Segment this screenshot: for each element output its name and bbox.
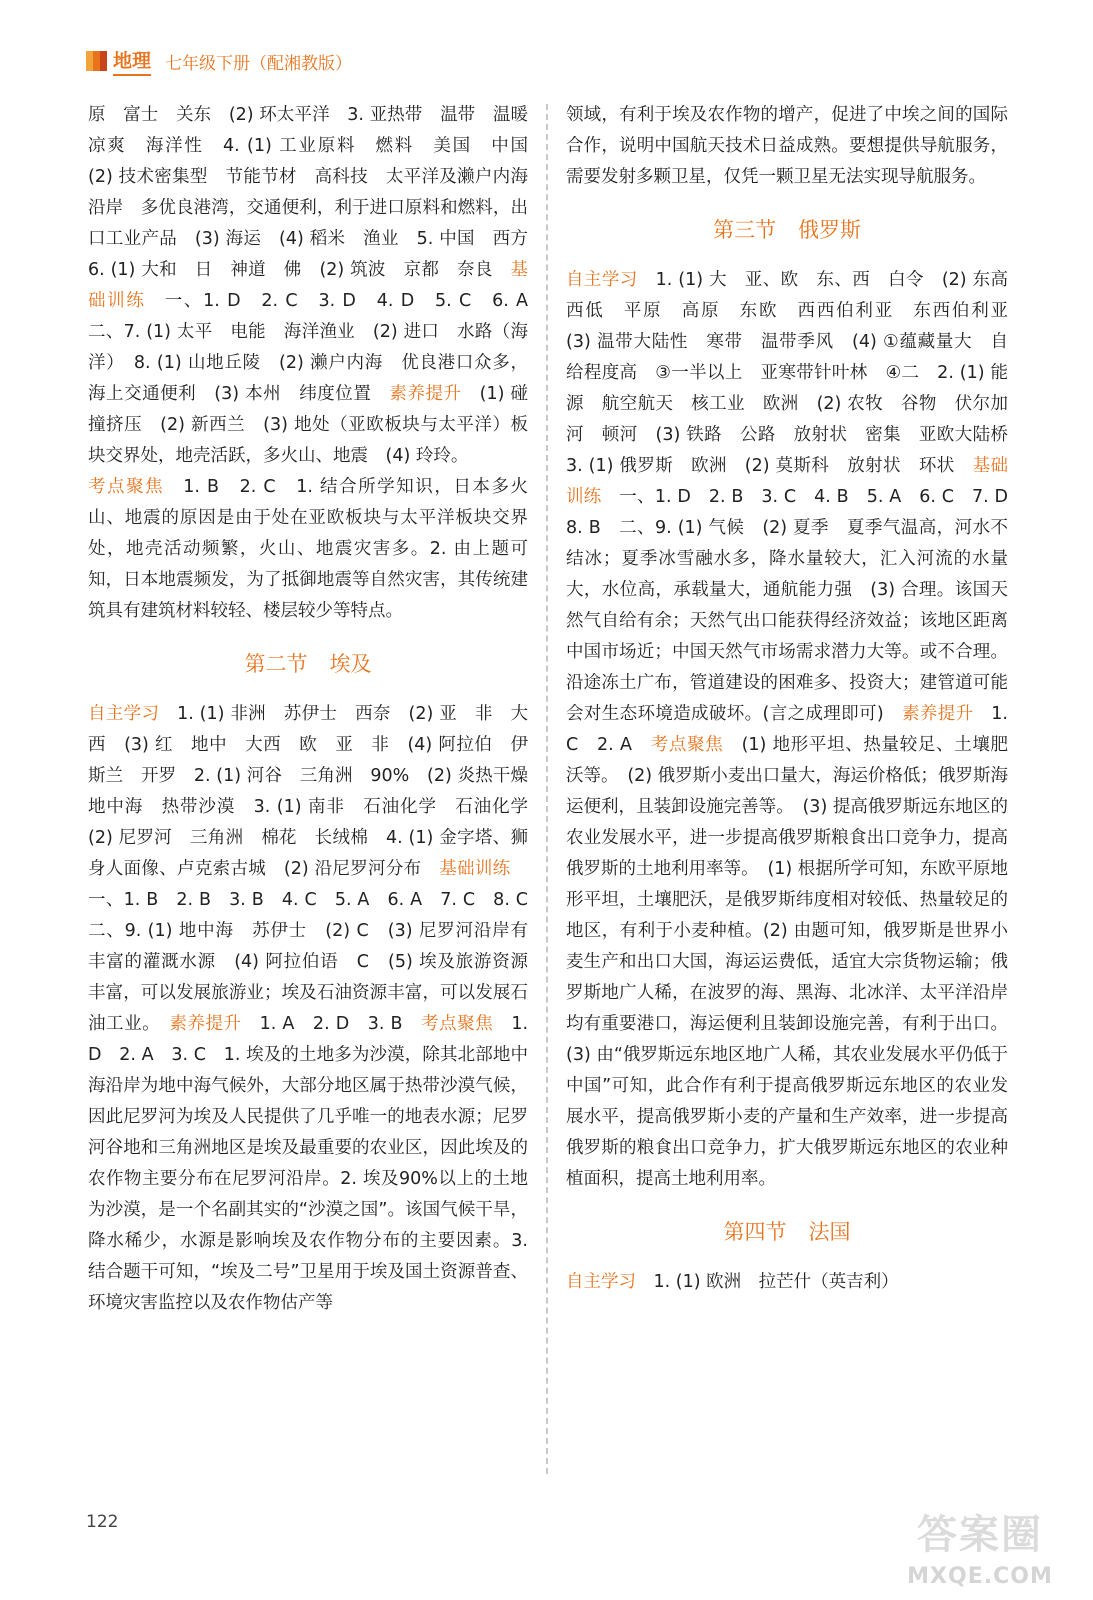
section-title: 第三节 俄罗斯 xyxy=(713,218,861,242)
answer-paragraph: 自主学习 1. (1) 欧洲 拉芒什（英吉利） xyxy=(566,1272,899,1292)
section-tag: 自主学习 xyxy=(566,1272,636,1292)
header-grade: 七年级下册（配湘教版） xyxy=(165,53,353,74)
section-title: 第四节 法国 xyxy=(723,1220,851,1244)
section-tag: 考点聚焦 xyxy=(421,1014,494,1034)
header-subject: 地理 xyxy=(113,46,151,76)
section-tag: 素养提升 xyxy=(389,384,462,404)
section-tag: 基础训练 xyxy=(88,260,528,311)
answer-paragraph: 领域，有利于埃及农作物的增产，促进了中埃之间的国际合作，说明中国航天技术日益成熟。要想提供导航服务，需要发射多颗卫星，仅凭一颗卫星无法实现导航服务。 xyxy=(566,105,1008,187)
section-tag: 素养提升 xyxy=(901,704,974,724)
section-title: 第二节 埃及 xyxy=(244,652,372,676)
page-number: 122 xyxy=(86,1512,119,1532)
section-tag: 自主学习 xyxy=(88,704,160,724)
answer-paragraph: 考点聚焦 1. B 2. C 1. 结合所学知识，日本多火山、地震的原因是由于处在亚欧板块与太平洋板块交界处，地壳活动频繁，火山、地震灾害多。2. 由上题可知，日本地震频发，为了抵御地震等自然灾害，其传统建筑具有建筑材料较轻、楼层较少等特点。 xyxy=(88,477,528,621)
section-tag: 考点聚焦 xyxy=(650,735,724,755)
section-tag: 基础训练 xyxy=(566,456,1009,507)
right-column xyxy=(566,100,1026,1298)
answer-paragraph: 自主学习 1. (1) 大 亚、欧 东、西 白令 (2) 东高西低 平原 高原 东欧 西西伯利亚 东西伯利亚 (3) 温带大陆性 寒带 温带季风 (4) ①蕴藏量大 自给程度高 ③一半以上 亚寒带针叶林 ④二 2. (1) 能源 航空航天 核工业 欧洲 (2) 农牧 谷物 伏尔加河 顿河 (3) 铁路 公路 放射状 密集 亚欧大陆桥 3. (1) 俄罗斯 欧洲 (2) 莫斯科 放射状 环状 基础训练 一、1. D 2. B 3. C 4. B 5. A 6. C 7. D 8. B 二、9. (1) 气候 (2) 夏季 夏季气温高，河水不结冰；夏季冰雪融水多，降水量较大，汇入河流的水量大，水位高，承载量大，通航能力强 (3) 合理。该国天然气自给有余；天然气出口能获得经济效益；该地区距离中国市场近；中国天然气市场需求潜力大等。或不合理。沿途冻土广布，管道建设的困难多、投资大；建管道可能会对生态环境造成破坏。(言之成理即可) 素养提升 1. C 2. A 考点聚焦 (1) 地形平坦、热量较足、土壤肥沃等。 (2) 俄罗斯小麦出口量大，海运价格低；俄罗斯海运便利，且装卸设施完善等。 (3) 提高俄罗斯远东地区的农业发展水平，进一步提高俄罗斯粮食出口竞争力，提高俄罗斯的土地利用率等。 (1) 根据所学可知，东欧平原地形平坦，土壤肥沃，是俄罗斯纬度相对较低、热量较足的地区，有利于小麦种植。(2) 由题可知，俄罗斯是世界小麦生产和出口大国，海运运费低，适宜大宗货物运输；俄罗斯地广人稀，在波罗的海、黑海、北冰洋、太平洋沿岸均有重要港口，海运便利且装卸设施完善，有利于出口。(3) 由“俄罗斯远东地区地广人稀，其农业发展水平仍低于中国”可知，此合作有利于提高俄罗斯远东地区的农业发展水平，提高俄罗斯小麦的产量和生产效率，进一步提高俄罗斯的粮食出口竞争力，扩大俄罗斯远东地区的农业种植面积，提高土地利用率。 xyxy=(566,270,1026,1189)
watermark-logo-text: 答案圈 xyxy=(917,1512,1043,1558)
section-tag: 自主学习 xyxy=(566,270,638,290)
watermark-site: MXQE.COM xyxy=(907,1564,1053,1589)
section-tag: 基础训练 xyxy=(439,859,511,879)
header-color-mark xyxy=(86,51,107,71)
answer-paragraph: 原 富士 关东 (2) 环太平洋 3. 亚热带 温带 温暖 凉爽 海洋性 4. (1) 工业原料 燃料 美国 中国 (2) 技术密集型 节能节材 高科技 太平洋及濑户内海沿岸 多优良港湾，交通便利，利于进口原料和燃料，出口工业产品 (3) 海运 (4) 稻米 渔业 5. 中国 西方 6. (1) 大和 日 神道 佛 (2) 筑波 京都 奈良 基础训练 一、1. D 2. C 3. D 4. D 5. C 6. A 二、7. (1) 太平 电能 海洋渔业 (2) 进口 水路（海洋） 8. (1) 山地丘陵 (2) 濑户内海 优良港口众多，海上交通便利 (3) 本州 纬度位置 素养提升 (1) 碰撞挤压 (2) 新西兰 (3) 地处（亚欧板块与太平洋）板块交界处，地壳活跃，多火山、地震 (4) 玲玲。 xyxy=(88,105,546,466)
watermark-logo xyxy=(900,1503,1060,1593)
answer-paragraph: 自主学习 1. (1) 非洲 苏伊士 西奈 (2) 亚 非 大西 (3) 红 地中 大西 欧 亚 非 (4) 阿拉伯 伊斯兰 开罗 2. (1) 河谷 三角洲 90% (2) 炎热干燥 地中海 热带沙漠 3. (1) 南非 石油化学 石油化学 (2) 尼罗河 三角洲 棉花 长绒棉 4. (1) 金字塔、狮身人面像、卢克索古城 (2) 沿尼罗河分布 基础训练 一、1. B 2. B 3. B 4. C 5. A 6. A 7. C 8. C 二、9. (1) 地中海 苏伊士 (2) C (3) 尼罗河沿岸有丰富的灌溉水源 (4) 阿拉伯语 C (5) 埃及旅游资源丰富，可以发展旅游业；埃及石油资源丰富，可以发展石油工业。 素养提升 1. A 2. D 3. B 考点聚焦 1. D 2. A 3. C 1. 埃及的土地多为沙漠，除其北部地中海沿岸为地中海气候外，大部分地区属于热带沙漠气候，因此尼罗河为埃及人民提供了几乎唯一的地表水源；尼罗河谷地和三角洲地区是埃及最重要的农业区，因此埃及的农作物主要分布在尼罗河沿岸。2. 埃及90%以上的土地为沙漠，是一个名副其实的“沙漠之国”。该国气候干旱，降水稀少，水源是影响埃及农作物分布的主要因素。3. 结合题干可知，“埃及二号”卫星用于埃及国土资源普查、环境灾害监控以及农作物估产等 xyxy=(88,704,546,1313)
page-header xyxy=(86,46,352,76)
column-divider xyxy=(546,104,548,1474)
section-tag: 素养提升 xyxy=(169,1014,242,1034)
section-tag: 考点聚焦 xyxy=(88,477,165,497)
left-column xyxy=(88,100,546,1319)
